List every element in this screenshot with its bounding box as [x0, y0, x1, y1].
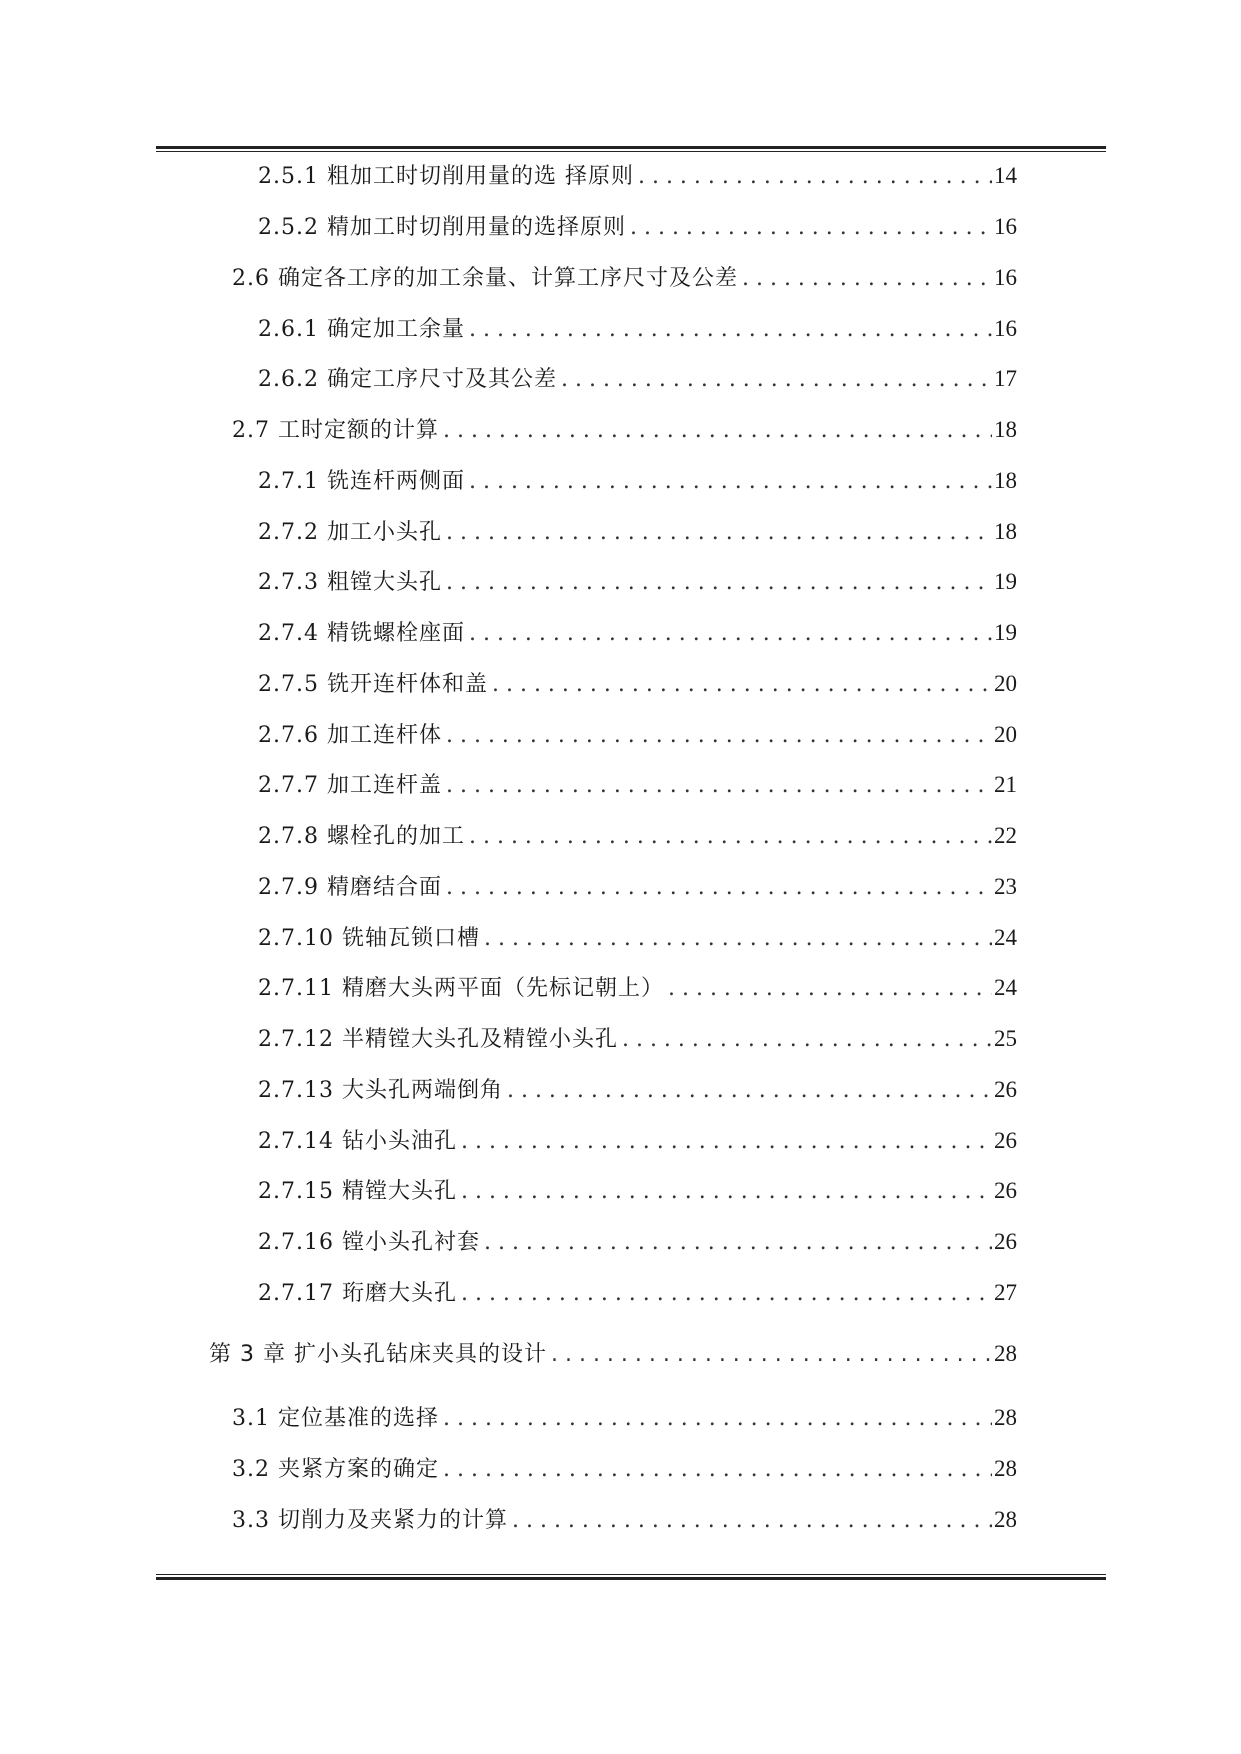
toc-leader-dots [446, 769, 992, 803]
header-rule-thick [156, 146, 1106, 149]
toc-entry[interactable] [232, 1503, 1017, 1537]
toc-entry-label: 2.7.6 加工连杆体 [258, 723, 442, 748]
toc-entry[interactable] [258, 971, 1017, 1005]
toc-entry[interactable] [258, 159, 1017, 193]
toc-entry-label: 第 3 章 扩小头孔钻床夹具的设计 [209, 1342, 547, 1367]
toc-entry-label: 2.7.11 精磨大头两平面（先标记朝上） [258, 976, 664, 1001]
toc-entry[interactable] [258, 515, 1017, 549]
toc-entry-label: 2.7.13 大头孔两端倒角 [258, 1078, 503, 1103]
toc-entry-label: 2.7.10 铣轴瓦锁口槽 [258, 926, 480, 951]
toc-leader-dots [461, 1277, 992, 1311]
toc-entry[interactable] [258, 1225, 1017, 1259]
toc-leader-dots [443, 1453, 992, 1487]
toc-entry[interactable] [258, 312, 1017, 346]
toc-entry-label: 2.7.5 铣开连杆体和盖 [258, 672, 488, 697]
toc-entry-page: 19 [994, 569, 1017, 594]
toc-entry-label: 2.7.1 铣连杆两侧面 [258, 469, 465, 494]
toc-leader-dots [443, 1402, 992, 1436]
toc-entry-label: 2.7.15 精镗大头孔 [258, 1179, 457, 1204]
toc-leader-dots [484, 922, 992, 956]
toc-entry-label: 2.7.4 精铣螺栓座面 [258, 621, 465, 646]
toc-entry[interactable] [258, 1022, 1017, 1056]
toc-entry-page: 27 [994, 1280, 1017, 1305]
toc-entry[interactable] [232, 1401, 1017, 1435]
toc-leader-dots [492, 668, 992, 702]
toc-entry-label: 2.5.1 粗加工时切削用量的选 择原则 [258, 164, 634, 189]
toc-entry-label: 2.6.2 确定工序尺寸及其公差 [258, 367, 557, 392]
header-rule-thin [156, 151, 1106, 152]
toc-leader-dots [742, 262, 992, 296]
toc-leader-dots [469, 313, 992, 347]
toc-entry-label: 3.2 夹紧方案的确定 [232, 1457, 439, 1482]
toc-entry-page: 26 [994, 1077, 1017, 1102]
toc-leader-dots [469, 820, 992, 854]
toc-entry[interactable] [258, 1124, 1017, 1158]
toc-entry-page: 26 [994, 1178, 1017, 1203]
toc-entry[interactable] [258, 870, 1017, 904]
toc-entry-label: 2.7.8 螺栓孔的加工 [258, 824, 465, 849]
toc-entry[interactable] [232, 261, 1017, 295]
toc-leader-dots [622, 1023, 992, 1057]
toc-entry-label: 2.7.2 加工小头孔 [258, 520, 442, 545]
toc-leader-dots [461, 1175, 992, 1209]
toc-leader-dots [469, 465, 992, 499]
toc-entry-label: 2.7.17 珩磨大头孔 [258, 1281, 457, 1306]
toc-entry[interactable] [258, 464, 1017, 498]
toc-entry-page: 25 [994, 1026, 1017, 1051]
toc-entry-page: 17 [994, 366, 1017, 391]
toc-entry-page: 24 [994, 925, 1017, 950]
toc-entry[interactable] [258, 210, 1017, 244]
toc-leader-dots [443, 414, 992, 448]
toc-entry-page: 19 [994, 620, 1017, 645]
toc-entry-page: 28 [994, 1507, 1017, 1532]
toc-entry-page: 28 [994, 1405, 1017, 1430]
toc-entry-page: 21 [994, 772, 1017, 797]
toc-entry-page: 24 [994, 975, 1017, 1000]
toc-chapter-entry[interactable] [209, 1337, 1017, 1371]
footer-rule-thin [156, 1574, 1106, 1575]
toc-entry-label: 2.7.7 加工连杆盖 [258, 773, 442, 798]
toc-entry-page: 20 [994, 722, 1017, 747]
toc-entry[interactable] [258, 362, 1017, 396]
toc-leader-dots [446, 516, 992, 550]
toc-entry-label: 3.3 切削力及夹紧力的计算 [232, 1508, 508, 1533]
toc-leader-dots [561, 363, 992, 397]
toc-entry-label: 2.6 确定各工序的加工余量、计算工序尺寸及公差 [232, 266, 738, 291]
toc-entry[interactable] [258, 1174, 1017, 1208]
toc-entry-page: 23 [994, 874, 1017, 899]
toc-entry-page: 26 [994, 1128, 1017, 1153]
toc-entry-label: 2.7.16 镗小头孔衬套 [258, 1230, 480, 1255]
toc-leader-dots [512, 1504, 992, 1538]
toc-entry[interactable] [258, 768, 1017, 802]
toc-entry[interactable] [258, 921, 1017, 955]
toc-entry-label: 2.7.12 半精镗大头孔及精镗小头孔 [258, 1027, 618, 1052]
toc-entry-label: 2.6.1 确定加工余量 [258, 317, 465, 342]
toc-leader-dots [668, 972, 992, 1006]
toc-entry[interactable] [258, 616, 1017, 650]
toc-leader-dots [446, 566, 992, 600]
toc-entry[interactable] [258, 1276, 1017, 1310]
toc-entry-page: 18 [994, 417, 1017, 442]
toc-entry[interactable] [258, 565, 1017, 599]
toc-entry-page: 28 [994, 1456, 1017, 1481]
toc-leader-dots [446, 719, 992, 753]
toc-entry[interactable] [258, 667, 1017, 701]
toc-entry-page: 18 [994, 519, 1017, 544]
toc-entry-page: 28 [994, 1341, 1017, 1366]
toc-leader-dots [507, 1074, 992, 1108]
toc-entry-page: 16 [994, 265, 1017, 290]
toc-entry[interactable] [258, 819, 1017, 853]
toc-entry-page: 18 [994, 468, 1017, 493]
toc-entry-label: 2.5.2 精加工时切削用量的选择原则 [258, 215, 626, 240]
toc-entry-page: 16 [994, 214, 1017, 239]
toc-entry-page: 20 [994, 671, 1017, 696]
toc-entry-label: 2.7.9 精磨结合面 [258, 875, 442, 900]
toc-leader-dots [638, 160, 992, 194]
header-rule [156, 146, 1106, 152]
footer-rule [156, 1574, 1106, 1580]
toc-leader-dots [551, 1338, 992, 1372]
toc-entry-page: 16 [994, 316, 1017, 341]
toc-leader-dots [446, 871, 992, 905]
toc-entry-page: 14 [994, 163, 1017, 188]
toc-entry-label: 2.7 工时定额的计算 [232, 418, 439, 443]
footer-rule-thick [156, 1577, 1106, 1580]
toc-entry-page: 26 [994, 1229, 1017, 1254]
toc-entry-page: 22 [994, 823, 1017, 848]
toc-leader-dots [461, 1125, 992, 1159]
toc-entry[interactable] [258, 718, 1017, 752]
toc-entry-label: 2.7.3 粗镗大头孔 [258, 570, 442, 595]
toc-leader-dots [469, 617, 992, 651]
toc-entry[interactable] [258, 1073, 1017, 1107]
toc-entry[interactable] [232, 413, 1017, 447]
toc-entry-label: 2.7.14 钻小头油孔 [258, 1129, 457, 1154]
toc-leader-dots [630, 211, 992, 245]
toc-entry[interactable] [232, 1452, 1017, 1486]
toc-entry-label: 3.1 定位基准的选择 [232, 1406, 439, 1431]
toc-leader-dots [484, 1226, 992, 1260]
